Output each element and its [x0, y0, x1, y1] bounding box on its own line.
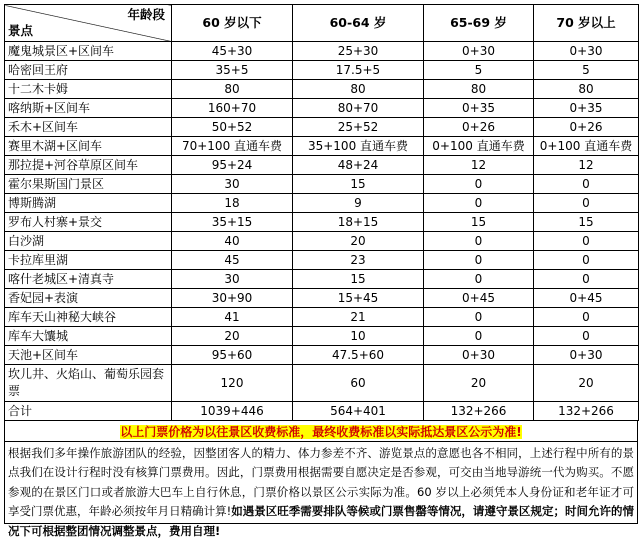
price-cell: 80 [424, 80, 534, 99]
table-row [5, 61, 639, 80]
price-cell: 35+15 [172, 213, 293, 232]
price-cell: 5 [534, 61, 639, 80]
price-cell: 0+100 直通车费 [424, 137, 534, 156]
table-row [5, 137, 639, 156]
price-cell: 5 [424, 61, 534, 80]
price-cell: 160+70 [172, 99, 293, 118]
price-cell: 10 [293, 327, 424, 346]
scenic-spot-name: 十二木卡姆 [5, 80, 172, 99]
price-cell: 0 [424, 270, 534, 289]
price-cell: 0+35 [424, 99, 534, 118]
price-cell: 80 [534, 80, 639, 99]
price-cell: 1039+446 [172, 402, 293, 421]
price-cell: 9 [293, 194, 424, 213]
price-cell: 21 [293, 308, 424, 327]
scenic-spot-name: 香妃园+表演 [5, 289, 172, 308]
price-cell: 48+24 [293, 156, 424, 175]
price-cell: 95+60 [172, 346, 293, 365]
scenic-spot-name: 喀什老城区+清真寺 [5, 270, 172, 289]
table-row [5, 80, 639, 99]
total-row [5, 402, 639, 421]
table-row [5, 251, 639, 270]
age-group-label: 年龄段 [127, 7, 165, 22]
price-cell: 0 [534, 175, 639, 194]
table-row [5, 327, 639, 346]
price-cell: 60 [293, 365, 424, 402]
table-row [5, 118, 639, 137]
price-cell: 80 [172, 80, 293, 99]
price-cell: 35+100 直通车费 [293, 137, 424, 156]
price-cell: 0+45 [534, 289, 639, 308]
price-cell: 47.5+60 [293, 346, 424, 365]
scenic-spot-name: 罗布人村寨+景交 [5, 213, 172, 232]
table-row [5, 213, 639, 232]
scenic-spot-label: 景点 [8, 23, 34, 38]
price-cell: 20 [293, 232, 424, 251]
scenic-spot-name: 合计 [5, 402, 172, 421]
price-cell: 0+26 [424, 118, 534, 137]
price-cell: 132+266 [534, 402, 639, 421]
price-cell: 0 [424, 175, 534, 194]
table-row [5, 289, 639, 308]
price-cell: 45 [172, 251, 293, 270]
price-cell: 0 [534, 270, 639, 289]
scenic-spot-name: 库车大馕城 [5, 327, 172, 346]
price-cell: 80 [293, 80, 424, 99]
price-cell: 15 [293, 270, 424, 289]
scenic-spot-name: 赛里木湖+区间车 [5, 137, 172, 156]
price-cell: 0+100 直通车费 [534, 137, 639, 156]
table-row [5, 42, 639, 61]
scenic-spot-name: 卡拉库里湖 [5, 251, 172, 270]
table-row [5, 365, 639, 402]
price-cell: 80+70 [293, 99, 424, 118]
price-cell: 25+52 [293, 118, 424, 137]
price-cell: 120 [172, 365, 293, 402]
price-cell: 20 [534, 365, 639, 402]
price-cell: 15 [424, 213, 534, 232]
scenic-spot-name: 霍尔果斯国门景区 [5, 175, 172, 194]
price-cell: 15 [534, 213, 639, 232]
price-cell: 17.5+5 [293, 61, 424, 80]
price-cell: 20 [424, 365, 534, 402]
scenic-spot-name: 坎儿井、火焰山、葡萄乐园套票 [5, 365, 172, 402]
scenic-spot-name: 博斯腾湖 [5, 194, 172, 213]
price-cell: 30 [172, 270, 293, 289]
price-cell: 0+30 [534, 346, 639, 365]
price-notice-banner [4, 421, 638, 442]
price-cell: 564+401 [293, 402, 424, 421]
table-row [5, 346, 639, 365]
price-cell: 20 [172, 327, 293, 346]
table-row [5, 194, 639, 213]
price-cell: 0+45 [424, 289, 534, 308]
price-cell: 15+45 [293, 289, 424, 308]
price-cell: 0 [534, 308, 639, 327]
price-cell: 18+15 [293, 213, 424, 232]
price-notice-text: 以上门票价格为以往景区收费标准，最终收费标准以实际抵达景区公示为准! [120, 425, 522, 439]
price-cell: 12 [534, 156, 639, 175]
scenic-spot-name: 库车天山神秘大峡谷 [5, 308, 172, 327]
price-cell: 0+35 [534, 99, 639, 118]
column-header-60-64: 60-64 岁 [293, 5, 424, 42]
price-cell: 0 [424, 327, 534, 346]
price-cell: 0 [424, 232, 534, 251]
price-cell: 41 [172, 308, 293, 327]
column-header-70-plus: 70 岁以上 [534, 5, 639, 42]
scenic-spot-name: 白沙湖 [5, 232, 172, 251]
price-cell: 0 [534, 251, 639, 270]
price-cell: 0 [424, 251, 534, 270]
policy-bold-text: 如遇景区旺季需要排队等候或门票售罄等情况，请遵守景区规定；时间允许的情况下可根据整团情况调整景点，费用自理! [8, 504, 634, 538]
price-cell: 0 [534, 327, 639, 346]
scenic-spot-name: 哈密回王府 [5, 61, 172, 80]
price-cell: 35+5 [172, 61, 293, 80]
diagonal-header-cell [5, 5, 172, 42]
table-row [5, 232, 639, 251]
price-cell: 25+30 [293, 42, 424, 61]
policy-text: 根据我们多年操作旅游团队的经验，因整团客人的精力、体力参差不齐、游览景点的意愿也各不相同，上述行程中所有的景点我们在设计行程时没有核算门票费用。因此，门票费用根据需要自愿决定是否参观，可交由当地导游统一代为购买。不愿参观的在景区门口或者旅游大巴车上自行休息，门票价格以景区公示实际为准。60 岁以上必须凭本人身份证和老年证才可享受门票优惠，年龄必须按年月日精确计算! [8, 446, 634, 519]
price-cell: 0 [424, 194, 534, 213]
scenic-spot-name: 那拉提+河谷草原区间车 [5, 156, 172, 175]
price-cell: 45+30 [172, 42, 293, 61]
price-cell: 0 [534, 232, 639, 251]
price-cell: 30 [172, 175, 293, 194]
price-cell: 0+30 [424, 42, 534, 61]
price-cell: 132+266 [424, 402, 534, 421]
price-cell: 0 [424, 308, 534, 327]
price-cell: 18 [172, 194, 293, 213]
scenic-spot-name: 天池+区间车 [5, 346, 172, 365]
column-header-under-60: 60 岁以下 [172, 5, 293, 42]
table-header-row [5, 5, 639, 42]
scenic-spot-name: 魔鬼城景区+区间车 [5, 42, 172, 61]
table-row [5, 308, 639, 327]
price-cell: 12 [424, 156, 534, 175]
price-cell: 40 [172, 232, 293, 251]
table-row [5, 99, 639, 118]
table-row [5, 270, 639, 289]
ticket-price-sheet [4, 4, 638, 538]
price-cell: 0+30 [424, 346, 534, 365]
policy-paragraph [4, 442, 638, 538]
price-cell: 0+30 [534, 42, 639, 61]
price-cell: 0 [534, 194, 639, 213]
table-row [5, 175, 639, 194]
price-cell: 0+26 [534, 118, 639, 137]
table-row [5, 156, 639, 175]
price-cell: 30+90 [172, 289, 293, 308]
price-cell: 70+100 直通车费 [172, 137, 293, 156]
price-cell: 23 [293, 251, 424, 270]
price-cell: 95+24 [172, 156, 293, 175]
ticket-price-table [4, 4, 639, 421]
scenic-spot-name: 禾木+区间车 [5, 118, 172, 137]
scenic-spot-name: 喀纳斯+区间车 [5, 99, 172, 118]
price-cell: 15 [293, 175, 424, 194]
column-header-65-69: 65-69 岁 [424, 5, 534, 42]
price-cell: 50+52 [172, 118, 293, 137]
